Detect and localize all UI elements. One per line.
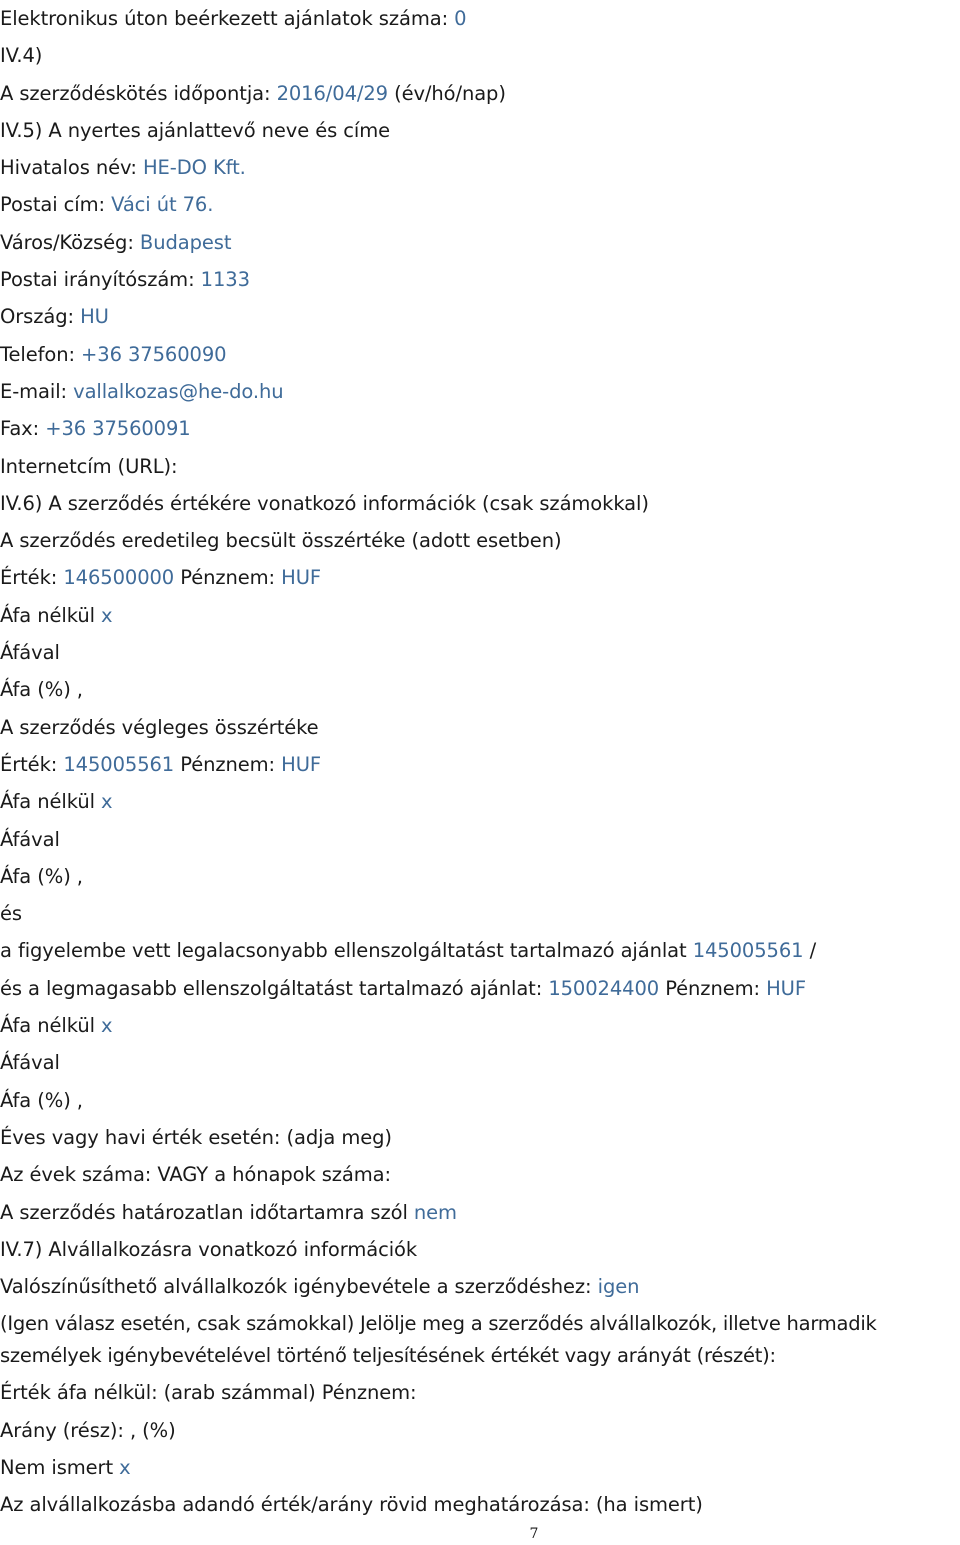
offers-count-row bbox=[0, 0, 960, 37]
vat-percent-row: Áfa (%) , bbox=[0, 678, 83, 702]
final-currency: HUF bbox=[281, 752, 321, 776]
internet-row bbox=[0, 448, 960, 485]
phone-row bbox=[0, 336, 960, 373]
no-vat-row bbox=[0, 1007, 960, 1044]
contract-date-suffix: (év/hó/nap) bbox=[394, 81, 506, 105]
email-label: E-mail: bbox=[0, 379, 68, 403]
section-heading-iv6: IV.6) A szerződés értékére vonatkozó információk (csak számokkal) bbox=[0, 491, 649, 515]
contract-date-value: 2016/04/29 bbox=[276, 81, 388, 105]
ratio-row: Arány (rész): , (%) bbox=[0, 1418, 176, 1442]
no-vat-row bbox=[0, 783, 960, 820]
country-label: Ország: bbox=[0, 305, 74, 329]
postcode-value: 1133 bbox=[200, 268, 250, 292]
city-row bbox=[0, 224, 960, 261]
city-value: Budapest bbox=[139, 230, 232, 254]
final-value-row bbox=[0, 746, 960, 783]
contract-date-row bbox=[0, 75, 960, 112]
vat-percent-row: Áfa (%) , bbox=[0, 1088, 83, 1112]
fax-label: Fax: bbox=[0, 417, 40, 441]
value-label: Érték: bbox=[0, 566, 58, 590]
no-vat-label: Áfa nélkül bbox=[0, 790, 95, 814]
official-name-row bbox=[0, 149, 960, 186]
annual-monthly-row: Éves vagy havi érték esetén: (adja meg) bbox=[0, 1125, 392, 1149]
highest-offer-value: 150024400 bbox=[548, 976, 660, 1000]
no-vat-row bbox=[0, 597, 960, 634]
fax-value: +36 37560091 bbox=[45, 417, 191, 441]
subcontract-instruction: (Igen válasz esetén, csak számokkal) Jelölje meg a szerződés alvállalkozók, illetve harmadik személyek igénybevételével történő teljesítésének értékét vagy arányát (részét): bbox=[0, 1312, 877, 1368]
section-heading-iv5: IV.5) A nyertes ajánlattevő neve és címe bbox=[0, 118, 391, 142]
currency-label: Pénznem: bbox=[665, 976, 760, 1000]
unknown-row bbox=[0, 1449, 960, 1486]
no-vat-label: Áfa nélkül bbox=[0, 1014, 95, 1038]
postcode-row bbox=[0, 261, 960, 298]
indefinite-term-row bbox=[0, 1194, 960, 1231]
original-value-heading: A szerződés eredetileg becsült összértéke (adott esetben) bbox=[0, 529, 562, 553]
contract-date-label: A szerződéskötés időpontja: bbox=[0, 81, 271, 105]
original-value-row bbox=[0, 559, 960, 596]
section-heading-iv7: IV.7) Alvállalkozásra vonatkozó információk bbox=[0, 1237, 418, 1261]
value-label: Érték: bbox=[0, 752, 58, 776]
subcontract-description-row: Az alvállalkozásba adandó érték/arány rövid meghatározása: (ha ismert) bbox=[0, 1493, 703, 1517]
subcontract-likely-row bbox=[0, 1268, 960, 1305]
with-vat-row: Áfával bbox=[0, 827, 60, 851]
lowest-offer-label: a figyelembe vett legalacsonyabb ellenszolgáltatást tartalmazó ajánlat bbox=[0, 939, 687, 963]
lowest-offer-value: 145005561 bbox=[692, 939, 804, 963]
phone-value: +36 37560090 bbox=[81, 342, 227, 366]
phone-label: Telefon: bbox=[0, 342, 75, 366]
indefinite-term-label: A szerződés határozatlan időtartamra szól bbox=[0, 1200, 408, 1224]
offers-count-label: Elektronikus úton beérkezett ajánlatok száma: bbox=[0, 7, 449, 30]
with-vat-row: Áfával bbox=[0, 1051, 60, 1075]
no-vat-mark: x bbox=[101, 1014, 113, 1038]
email-row bbox=[0, 373, 960, 410]
unknown-label: Nem ismert bbox=[0, 1455, 114, 1479]
country-row bbox=[0, 298, 960, 335]
highest-offer-label: és a legmagasabb ellenszolgáltatást tartalmazó ajánlat: bbox=[0, 976, 543, 1000]
section-heading-iv4: IV.4) bbox=[0, 44, 43, 68]
postal-address-row bbox=[0, 186, 960, 223]
subcontract-likely-label: Valószínűsíthető alvállalkozók igénybevétele a szerződéshez: bbox=[0, 1275, 592, 1299]
range-currency: HUF bbox=[766, 976, 806, 1000]
and-row: és bbox=[0, 902, 22, 926]
no-vat-label: Áfa nélkül bbox=[0, 603, 95, 627]
currency-label: Pénznem: bbox=[180, 752, 276, 776]
page-number: 7 bbox=[529, 1526, 539, 1542]
indefinite-term-value: nem bbox=[413, 1200, 457, 1224]
offers-count-value: 0 bbox=[454, 7, 467, 30]
official-name-value: HE-DO Kft. bbox=[142, 156, 246, 180]
vat-percent-row: Áfa (%) , bbox=[0, 864, 83, 888]
postal-address-label: Postai cím: bbox=[0, 193, 105, 217]
email-value: vallalkozas@he-do.hu bbox=[73, 379, 284, 403]
final-value-heading: A szerződés végleges összértéke bbox=[0, 715, 319, 739]
with-vat-row: Áfával bbox=[0, 641, 60, 665]
years-months-row: Az évek száma: VAGY a hónapok száma: bbox=[0, 1163, 391, 1187]
internet-label: Internetcím (URL): bbox=[0, 454, 178, 478]
fax-row bbox=[0, 410, 960, 447]
subcontract-likely-value: igen bbox=[597, 1275, 640, 1299]
slash-separator: / bbox=[809, 939, 817, 963]
country-value: HU bbox=[80, 305, 109, 329]
currency-label: Pénznem: bbox=[180, 566, 276, 590]
value-no-vat-row: Érték áfa nélkül: (arab számmal) Pénznem: bbox=[0, 1381, 417, 1405]
unknown-value: x bbox=[119, 1455, 131, 1479]
final-value: 145005561 bbox=[63, 752, 175, 776]
postcode-label: Postai irányítószám: bbox=[0, 268, 195, 292]
no-vat-mark: x bbox=[101, 790, 113, 814]
postal-address-value: Váci út 76. bbox=[111, 193, 214, 217]
city-label: Város/Község: bbox=[0, 230, 134, 254]
original-value: 146500000 bbox=[63, 566, 175, 590]
lowest-offer-row bbox=[0, 932, 960, 969]
official-name-label: Hivatalos név: bbox=[0, 156, 137, 180]
highest-offer-row bbox=[0, 970, 960, 1007]
original-currency: HUF bbox=[281, 566, 321, 590]
no-vat-mark: x bbox=[101, 603, 113, 627]
